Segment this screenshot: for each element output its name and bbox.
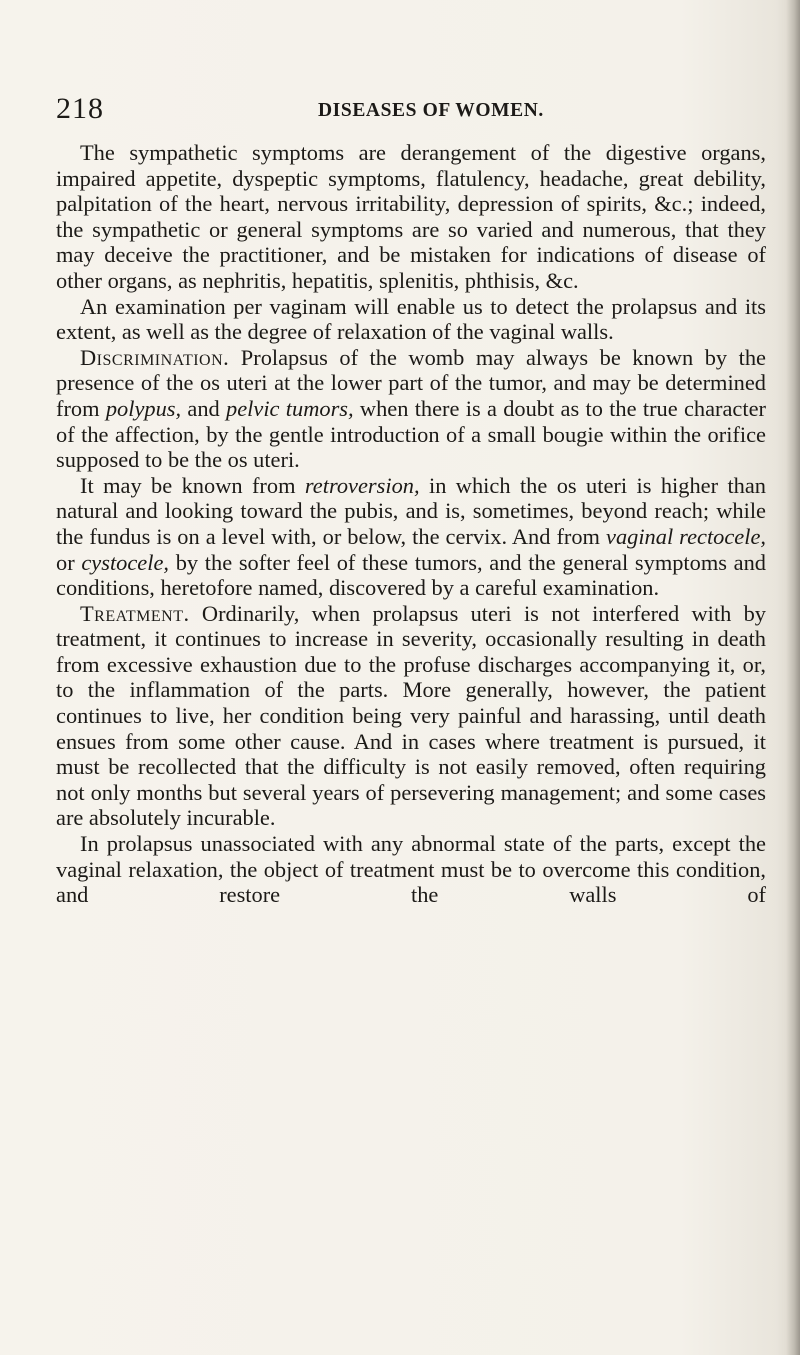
page-body xyxy=(56,140,766,908)
italic-term: retroversion, xyxy=(304,472,420,498)
italic-term: cystocele, xyxy=(81,549,169,575)
page-edge-shadow xyxy=(786,0,800,1355)
paragraph-sympathetic-symptoms: The sympathetic symptoms are derangement of the digestive organs, impaired appetite, dyspeptic symptoms, flatulency, headache, great debility, palpitation of the heart, nervous irritability, depression of spirits, &c.; indeed, the sympathetic or general symptoms are so varied and numerous, that they may deceive the practitioner, and be mistaken for indications of disease of other organs, as nephritis, hepatitis, splenitis, phthisis, &c. xyxy=(56,140,766,293)
paragraph-text: when there is a doubt as to the true character of the affection, by the gentle introduction of a small bougie within the orifice supposed to be the os uteri. xyxy=(56,395,766,473)
paragraph-text: Prolapsus of the womb may always be known by the presence of the os uteri at the lower part of the tumor, and may be determined from xyxy=(56,344,766,421)
page-header xyxy=(56,92,766,132)
discrimination-heading: Discrimination. xyxy=(80,344,230,370)
treatment-heading: Treatment. xyxy=(80,600,190,626)
paragraph-discrimination xyxy=(56,345,766,473)
paragraph-text: in which the os uteri is higher than natural and looking toward the pubis, and is, sometimes, beyond reach; while the fundus is on a level with, or below, the cervix. And from xyxy=(56,472,766,549)
italic-term: vaginal rectocele, xyxy=(606,523,766,549)
italic-term: pelvic tumors, xyxy=(226,395,354,421)
paragraph-text: Ordinarily, when prolapsus uteri is not interfered with by treatment, it continues to increase in severity, occasionally resulting in death from excessive exhaustion due to the profuse discharges accompanying it, or, to the inflammation of the parts. More generally, however, the patient continues to live, her condition being very painful and harassing, until death ensues from some other cause. And in cases where treatment is pursued, it must be recollected that the difficulty is not easily removed, often requiring not only months but several years of persevering management; and some cases are absolutely incurable. xyxy=(56,600,766,831)
paragraph-treatment xyxy=(56,601,766,831)
italic-term: polypus, xyxy=(105,395,182,421)
paragraph-retroversion xyxy=(56,473,766,601)
running-head: DISEASES OF WOMEN. xyxy=(318,100,544,121)
paragraph-text: and xyxy=(181,395,227,421)
paragraph-examination: An examination per vaginam will enable us to detect the prolapsus and its extent, as well as the degree of relaxation of the vaginal walls. xyxy=(56,293,766,345)
paragraph-text: by the softer feel of these tumors, and the general symptoms and conditions, heretofore named, discovered by a careful examination. xyxy=(56,549,767,601)
paragraph-text: It may be known from xyxy=(80,472,305,498)
paragraph-text: or xyxy=(56,549,82,575)
page-number: 218 xyxy=(56,92,104,125)
paragraph-prolapsus-treatment: In prolapsus unassociated with any abnormal state of the parts, except the vaginal relaxation, the object of treatment must be to overcome this condition, and restore the walls of xyxy=(56,831,766,908)
